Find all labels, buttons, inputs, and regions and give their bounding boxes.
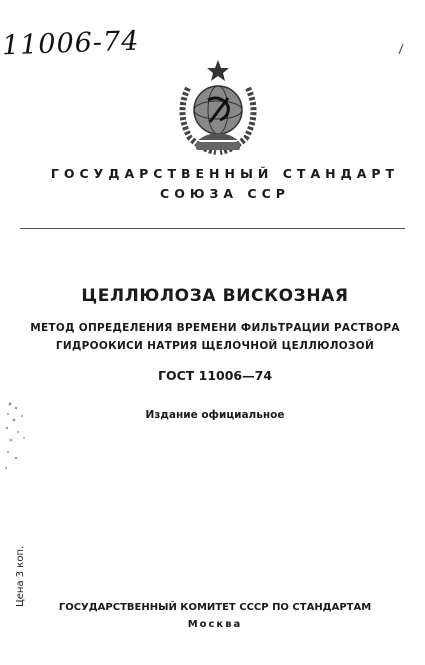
faded-stamp-icon [2,398,36,478]
publisher-name: ГОСУДАРСТВЕННЫЙ КОМИТЕТ СССР ПО СТАНДАРТАМ [58,602,372,613]
document-title: ЦЕЛЛЮЛОЗА ВИСКОЗНАЯ [81,286,349,306]
divider [20,228,405,229]
document-subtitle-line-2: ГИДРООКИСИ НАТРИЯ ЩЕЛОЧНОЙ ЦЕЛЛЮЛОЗОЙ [55,340,375,352]
handwritten-number: 11006-74 [1,25,140,62]
edition-label: Издание официальное [145,409,285,421]
standard-heading: ГОСУДАРСТВЕННЫЙ СТАНДАРТ [50,166,400,181]
document-subtitle-line-1: МЕТОД ОПРЕДЕЛЕНИЯ ВРЕМЕНИ ФИЛЬТРАЦИИ РАСТВОРА [30,322,400,334]
pen-mark-icon [398,44,404,54]
price-label: Цена 3 коп. [15,545,26,607]
union-heading: СОЮЗА ССР [160,186,290,201]
publisher-city: Москва [187,619,243,630]
standard-number: ГОСТ 11006—74 [157,368,273,383]
soviet-coat-of-arms-icon [168,58,268,158]
